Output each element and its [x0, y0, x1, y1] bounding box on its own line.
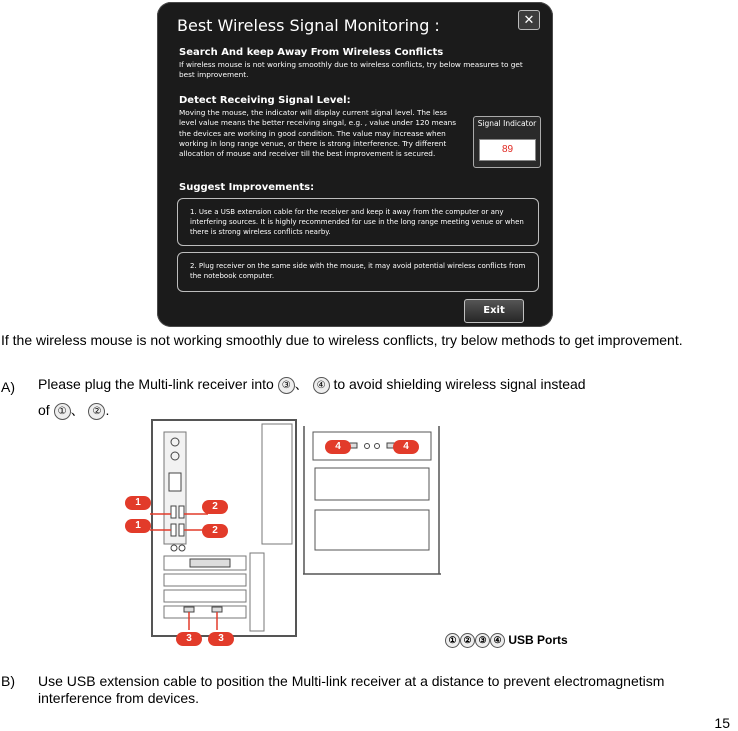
item-a-marker: A) — [1, 379, 15, 395]
suggestion-box-1 — [177, 198, 539, 246]
section-signal-text: Moving the mouse, the indicator will display current signal level. The less level value means the better receiving singal, e.g. , value under 120 means the devices are working in good condition. The value may increase when working in long range venue, or there is strong interference. Try different allocation of mouse and receiver till the best improvement is secured. — [179, 108, 457, 159]
suggestion-2-text: 2. Plug receiver on the same side with the mouse, it may avoid potential wireless conflicts from the notebook computer. — [190, 262, 526, 280]
section-signal-heading: Detect Receiving Signal Level: — [179, 95, 351, 106]
item-b-marker: B) — [1, 673, 15, 689]
usb-ports-label: USB Ports — [508, 633, 568, 647]
signal-indicator-value: 89 — [479, 139, 536, 161]
port-2-icon: ② — [88, 403, 105, 420]
item-a-text-2: to avoid shielding wireless signal instead — [333, 376, 586, 392]
pc-front-panel-illustration — [303, 426, 441, 576]
port-3-icon: ③ — [278, 377, 295, 394]
section-conflicts-heading: Search And keep Away From Wireless Conflicts — [179, 47, 444, 58]
item-a-separator-2: 、 — [70, 402, 85, 418]
port-4-badge-left: 4 — [325, 440, 351, 454]
signal-monitor-dialog — [157, 2, 553, 327]
signal-indicator-label: Signal Indicator — [477, 119, 537, 128]
dialog-title: Best Wireless Signal Monitoring : — [177, 16, 440, 35]
exit-button[interactable]: Exit — [464, 299, 524, 323]
port-1-icon: ① — [54, 403, 71, 420]
usb-ports-legend — [445, 633, 568, 648]
item-a-separator: 、 — [294, 376, 309, 392]
section-conflicts-text: If wireless mouse is not working smoothly due to wireless conflicts, try below measures to get best improvement. — [179, 60, 523, 80]
legend-port-4-icon: ④ — [490, 633, 505, 648]
legend-port-3-icon: ③ — [475, 633, 490, 648]
port-4-icon: ④ — [313, 377, 330, 394]
port-2-badge-lower: 2 — [202, 524, 228, 538]
legend-port-1-icon: ① — [445, 633, 460, 648]
port-4-badge-right: 4 — [393, 440, 419, 454]
item-a-line-2 — [38, 402, 109, 420]
port-3-badge-left: 3 — [176, 632, 202, 646]
port-1-badge-lower: 1 — [125, 519, 151, 533]
item-a-text-1: Please plug the Multi-link receiver into — [38, 376, 274, 392]
intro-paragraph: If the wireless mouse is not working smoothly due to wireless conflicts, try below methods to get improvement. — [1, 332, 683, 348]
close-button[interactable]: ✕ — [518, 10, 540, 30]
section-suggest-heading: Suggest Improvements: — [179, 182, 315, 193]
legend-port-2-icon: ② — [460, 633, 475, 648]
item-b-text: Use USB extension cable to position the Multi-link receiver at a distance to prevent electromagnetism interference from devices. — [38, 673, 665, 706]
port-2-badge-upper: 2 — [202, 500, 228, 514]
page-number: 15 — [714, 715, 730, 731]
suggestion-1-text: 1. Use a USB extension cable for the receiver and keep it away from the computer or any interfering sources. It is highly recommended for use in the long range meeting venue or when there is strong wireless conflicts nearby. — [190, 208, 524, 236]
item-a-text-3: of — [38, 402, 50, 418]
item-a-line-1 — [38, 376, 718, 394]
port-3-badge-right: 3 — [208, 632, 234, 646]
port-1-badge-upper: 1 — [125, 496, 151, 510]
item-a-end: . — [105, 402, 110, 418]
suggestion-box-2 — [177, 252, 539, 292]
signal-indicator — [473, 116, 541, 168]
